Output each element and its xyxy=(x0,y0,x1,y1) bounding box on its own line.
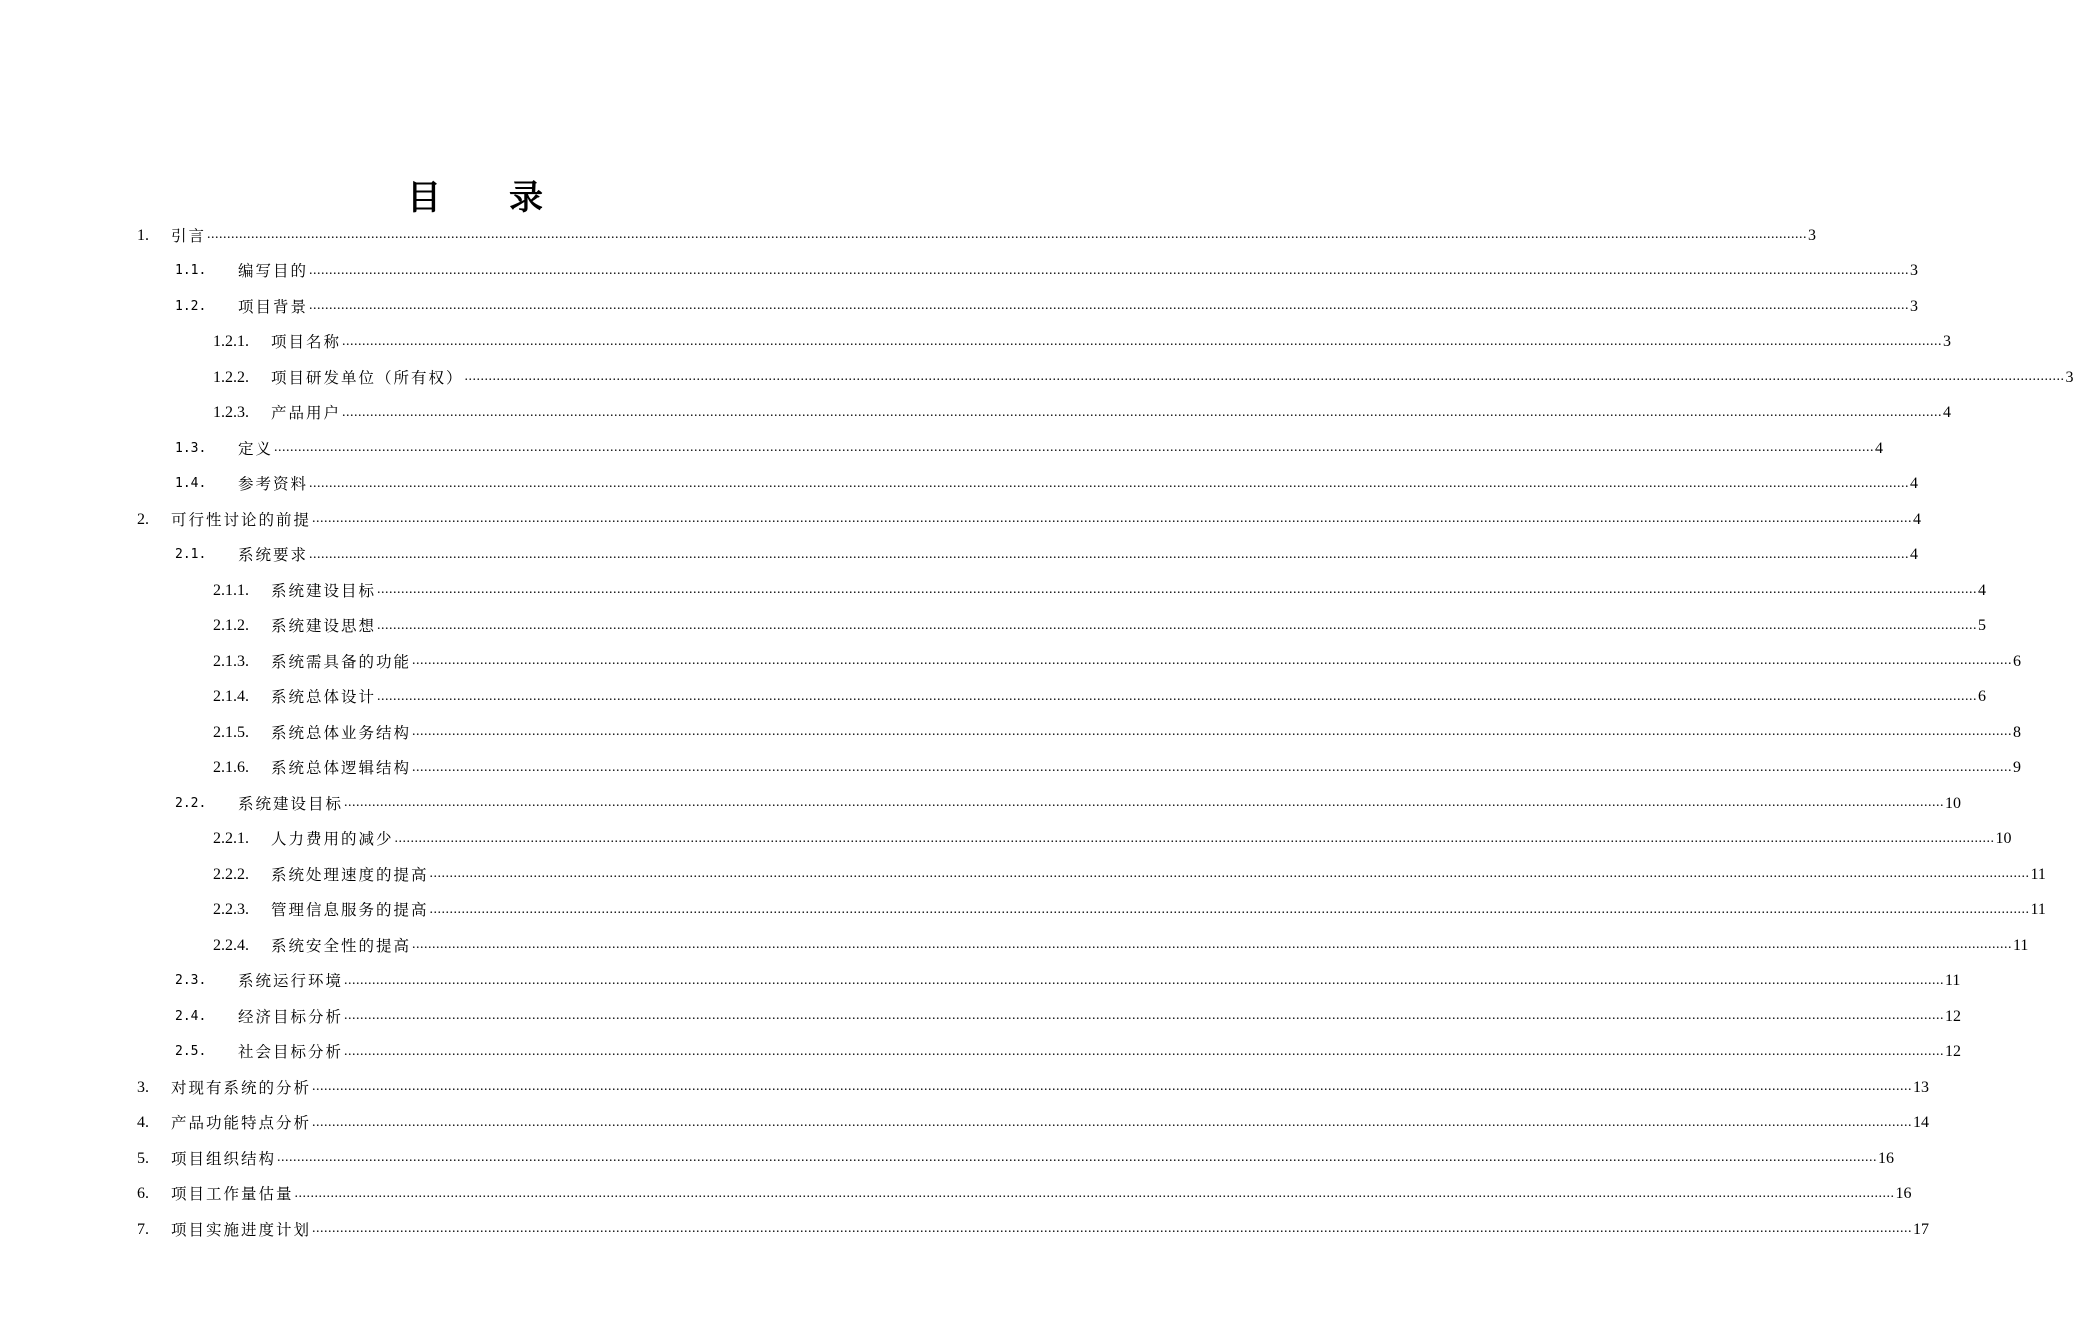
toc-entry-page-number: 4 xyxy=(1913,510,1922,528)
toc-entry[interactable] xyxy=(137,1177,1912,1212)
toc-entry-page-number: 11 xyxy=(2030,901,2046,918)
toc-entry[interactable] xyxy=(175,999,1962,1034)
toc-dot-leader: ................................................................................................................................................................................................................................................................................................................................................................................................................ xyxy=(309,298,1910,313)
toc-entry-title: 引言 xyxy=(171,226,207,245)
toc-entry-title: 项目研发单位（所有权） xyxy=(271,368,464,387)
toc-entry-title: 系统运行环境 xyxy=(238,972,344,990)
toc-entry-number: 1.4. xyxy=(175,476,207,491)
toc-entry-number: 4. xyxy=(137,1114,149,1131)
toc-entry-page-number: 16 xyxy=(1895,1185,1912,1202)
toc-entry[interactable] xyxy=(175,964,1961,999)
toc-entry[interactable] xyxy=(175,538,1919,573)
toc-dot-leader: ................................................................................................................................................................................................................................................................................................................................................................................................................ xyxy=(344,972,1945,988)
toc-entry[interactable] xyxy=(175,289,1919,324)
toc-title-char-1: 目 xyxy=(407,178,441,218)
toc-entry[interactable] xyxy=(213,715,2022,750)
toc-dot-leader: ................................................................................................................................................................................................................................................................................................................................................................................................................ xyxy=(309,475,1910,491)
toc-entry-title: 系统需具备的功能 xyxy=(271,652,412,671)
toc-dot-leader: ................................................................................................................................................................................................................................................................................................................................................................................................................ xyxy=(312,1114,1913,1130)
toc-entry[interactable] xyxy=(137,1070,1930,1105)
toc-entry-number: 2.5. xyxy=(175,1044,207,1059)
toc-dot-leader: ................................................................................................................................................................................................................................................................................................................................................................................................................ xyxy=(412,937,2013,952)
toc-entry-number: 5. xyxy=(137,1149,149,1167)
toc-entry[interactable] xyxy=(137,218,1817,253)
toc-entry-number: 2. xyxy=(137,510,149,528)
toc-entry-title: 产品功能特点分析 xyxy=(171,1114,312,1132)
toc-entry-title: 参考资料 xyxy=(238,475,309,493)
toc-entry-title: 社会目标分析 xyxy=(238,1043,344,1061)
toc-entry[interactable] xyxy=(137,1106,1930,1141)
toc-entry-number: 2.2.4. xyxy=(213,936,249,954)
toc-entry-number: 1.2.2. xyxy=(213,368,249,386)
toc-entry-title: 对现有系统的分析 xyxy=(171,1078,312,1097)
toc-entry-page-number: 8 xyxy=(2013,723,2022,741)
toc-entry-number: 2.1.4. xyxy=(213,688,249,705)
toc-dot-leader: ................................................................................................................................................................................................................................................................................................................................................................................................................ xyxy=(377,688,1978,704)
toc-dot-leader: ................................................................................................................................................................................................................................................................................................................................................................................................................ xyxy=(429,866,2030,881)
toc-entry-number: 1.1. xyxy=(175,263,207,278)
toc-entry[interactable] xyxy=(213,857,2046,892)
toc-entry-number: 1.2. xyxy=(175,298,207,314)
toc-entry-number: 7. xyxy=(137,1220,149,1238)
toc-entry[interactable] xyxy=(175,467,1919,502)
toc-dot-leader: ................................................................................................................................................................................................................................................................................................................................................................................................................ xyxy=(342,333,1943,349)
toc-entry-title: 编写目的 xyxy=(238,262,309,280)
toc-entry-number: 1.3. xyxy=(175,440,207,456)
toc-entry-number: 2.3. xyxy=(175,973,207,988)
toc-entry-title: 产品用户 xyxy=(271,404,342,422)
toc-entry-page-number: 3 xyxy=(1943,333,1952,350)
toc-entry-number: 6. xyxy=(137,1185,149,1202)
toc-title xyxy=(0,176,950,220)
toc-entry-page-number: 12 xyxy=(1945,1007,1962,1025)
toc-entry-number: 2.1.3. xyxy=(213,652,249,670)
toc-dot-leader: ................................................................................................................................................................................................................................................................................................................................................................................................................ xyxy=(464,369,2065,384)
toc-dot-leader: ................................................................................................................................................................................................................................................................................................................................................................................................................ xyxy=(344,1008,1945,1023)
toc-entry[interactable] xyxy=(213,360,2074,395)
toc-entry-number: 1.2.1. xyxy=(213,333,249,350)
toc-entry-number: 2.2.1. xyxy=(213,830,249,847)
toc-entry-title: 系统建设目标 xyxy=(238,794,344,813)
toc-entry-number: 1.2.3. xyxy=(213,404,249,421)
toc-entry-page-number: 4 xyxy=(1875,439,1884,457)
toc-dot-leader: ................................................................................................................................................................................................................................................................................................................................................................................................................ xyxy=(312,1221,1913,1236)
toc-dot-leader: ................................................................................................................................................................................................................................................................................................................................................................................................................ xyxy=(344,795,1945,810)
toc-entry-title: 系统处理速度的提高 xyxy=(271,865,429,884)
toc-entry[interactable] xyxy=(213,822,2012,857)
toc-entry-title: 系统建设思想 xyxy=(271,617,377,635)
toc-entry-page-number: 16 xyxy=(1878,1149,1895,1167)
toc-entry[interactable] xyxy=(213,325,1952,360)
toc-entry[interactable] xyxy=(175,431,1884,466)
toc-entry[interactable] xyxy=(213,751,2022,786)
toc-entry[interactable] xyxy=(137,1212,1930,1247)
toc-entry-page-number: 9 xyxy=(2013,759,2022,776)
toc-entry-page-number: 4 xyxy=(1978,581,1987,599)
toc-dot-leader: ................................................................................................................................................................................................................................................................................................................................................................................................................ xyxy=(342,404,1943,420)
toc-entry[interactable] xyxy=(175,254,1919,289)
toc-entry-title: 经济目标分析 xyxy=(238,1007,344,1026)
toc-dot-leader: ................................................................................................................................................................................................................................................................................................................................................................................................................ xyxy=(312,511,1913,526)
toc-entry-page-number: 3 xyxy=(2065,368,2074,386)
toc-entry-page-number: 14 xyxy=(1913,1114,1930,1131)
toc-entry-title: 系统总体逻辑结构 xyxy=(271,759,412,777)
toc-entry-title: 项目背景 xyxy=(238,297,309,316)
toc-entry[interactable] xyxy=(137,502,1922,537)
toc-entry-page-number: 4 xyxy=(1910,475,1919,492)
toc-entry[interactable] xyxy=(137,1141,1895,1176)
toc-dot-leader: ................................................................................................................................................................................................................................................................................................................................................................................................................ xyxy=(277,1150,1878,1165)
toc-dot-leader: ................................................................................................................................................................................................................................................................................................................................................................................................................ xyxy=(377,617,1978,633)
toc-entry[interactable] xyxy=(213,644,2022,679)
toc-entry-title: 定义 xyxy=(238,439,274,458)
toc-dot-leader: ................................................................................................................................................................................................................................................................................................................................................................................................................ xyxy=(312,1079,1913,1094)
toc-entry-page-number: 13 xyxy=(1913,1078,1930,1096)
toc-dot-leader: ................................................................................................................................................................................................................................................................................................................................................................................................................ xyxy=(207,227,1808,242)
toc-entry-page-number: 5 xyxy=(1978,617,1987,634)
toc-dot-leader: ................................................................................................................................................................................................................................................................................................................................................................................................................ xyxy=(394,830,1995,846)
toc-entry[interactable] xyxy=(175,1035,1962,1070)
toc-entry[interactable] xyxy=(213,396,1952,431)
toc-entry-number: 2.1.6. xyxy=(213,759,249,776)
toc-dot-leader: ................................................................................................................................................................................................................................................................................................................................................................................................................ xyxy=(412,759,2013,775)
toc-entry-number: 2.4. xyxy=(175,1008,207,1024)
toc-entry-title: 项目实施进度计划 xyxy=(171,1220,312,1239)
toc-dot-leader: ................................................................................................................................................................................................................................................................................................................................................................................................................ xyxy=(309,262,1910,278)
toc-entry-number: 2.1. xyxy=(175,547,207,562)
toc-entry-page-number: 3 xyxy=(1808,226,1817,244)
toc-entry-page-number: 12 xyxy=(1945,1043,1962,1060)
toc-entry-number: 2.1.5. xyxy=(213,723,249,741)
toc-entry-page-number: 10 xyxy=(1945,794,1962,812)
toc-entry-title: 可行性讨论的前提 xyxy=(171,510,312,529)
toc-dot-leader: ................................................................................................................................................................................................................................................................................................................................................................................................................ xyxy=(294,1185,1895,1201)
toc-dot-leader: ................................................................................................................................................................................................................................................................................................................................................................................................................ xyxy=(344,1043,1945,1059)
toc-title-char-2: 录 xyxy=(509,178,543,218)
toc-entry[interactable] xyxy=(213,893,2046,928)
toc-dot-leader: ................................................................................................................................................................................................................................................................................................................................................................................................................ xyxy=(377,582,1978,597)
toc-entry-page-number: 6 xyxy=(1978,688,1987,705)
toc-entry[interactable] xyxy=(175,786,1962,821)
toc-entry-number: 1. xyxy=(137,226,149,244)
toc-entry-title: 项目组织结构 xyxy=(171,1149,277,1168)
toc-entry-page-number: 4 xyxy=(1943,404,1952,421)
toc-dot-leader: ................................................................................................................................................................................................................................................................................................................................................................................................................ xyxy=(274,440,1875,455)
toc-entry-title: 系统建设目标 xyxy=(271,581,377,600)
toc-entry[interactable] xyxy=(213,609,1987,644)
toc-entry-title: 系统总体设计 xyxy=(271,688,377,706)
toc-entry-page-number: 11 xyxy=(1945,972,1961,989)
toc-entry-number: 2.2. xyxy=(175,795,207,811)
toc-entry-title: 系统安全性的提高 xyxy=(271,936,412,955)
toc-entry-number: 2.1.1. xyxy=(213,581,249,599)
toc-entry-page-number: 3 xyxy=(1910,297,1919,315)
toc-dot-leader: ................................................................................................................................................................................................................................................................................................................................................................................................................ xyxy=(309,546,1910,562)
toc-entry-number: 2.2.2. xyxy=(213,865,249,883)
toc-dot-leader: ................................................................................................................................................................................................................................................................................................................................................................................................................ xyxy=(412,724,2013,739)
toc-entry-title: 项目工作量估量 xyxy=(171,1185,294,1203)
toc-entry-page-number: 3 xyxy=(1910,262,1919,279)
toc-dot-leader: ................................................................................................................................................................................................................................................................................................................................................................................................................ xyxy=(429,901,2030,917)
toc-entry-page-number: 17 xyxy=(1913,1220,1930,1238)
toc-dot-leader: ................................................................................................................................................................................................................................................................................................................................................................................................................ xyxy=(412,653,2013,668)
toc-entry-number: 2.2.3. xyxy=(213,901,249,918)
toc-entry-title: 系统总体业务结构 xyxy=(271,723,412,742)
toc-entry-number: 2.1.2. xyxy=(213,617,249,634)
toc-entry-title: 系统要求 xyxy=(238,546,309,564)
toc-entry-page-number: 6 xyxy=(2013,652,2022,670)
toc-entry-number: 3. xyxy=(137,1078,149,1096)
toc-entry-title: 管理信息服务的提高 xyxy=(271,901,429,919)
toc-entry-page-number: 4 xyxy=(1910,546,1919,563)
toc-entry-page-number: 11 xyxy=(2013,936,2029,954)
toc-entry-title: 人力费用的减少 xyxy=(271,830,394,848)
toc-entry[interactable] xyxy=(213,680,1987,715)
toc-entry-page-number: 11 xyxy=(2030,865,2046,883)
toc-entry[interactable] xyxy=(213,928,2029,963)
toc-entry-title: 项目名称 xyxy=(271,333,342,351)
toc-entry[interactable] xyxy=(213,573,1987,608)
toc-entry-page-number: 10 xyxy=(1995,830,2012,847)
